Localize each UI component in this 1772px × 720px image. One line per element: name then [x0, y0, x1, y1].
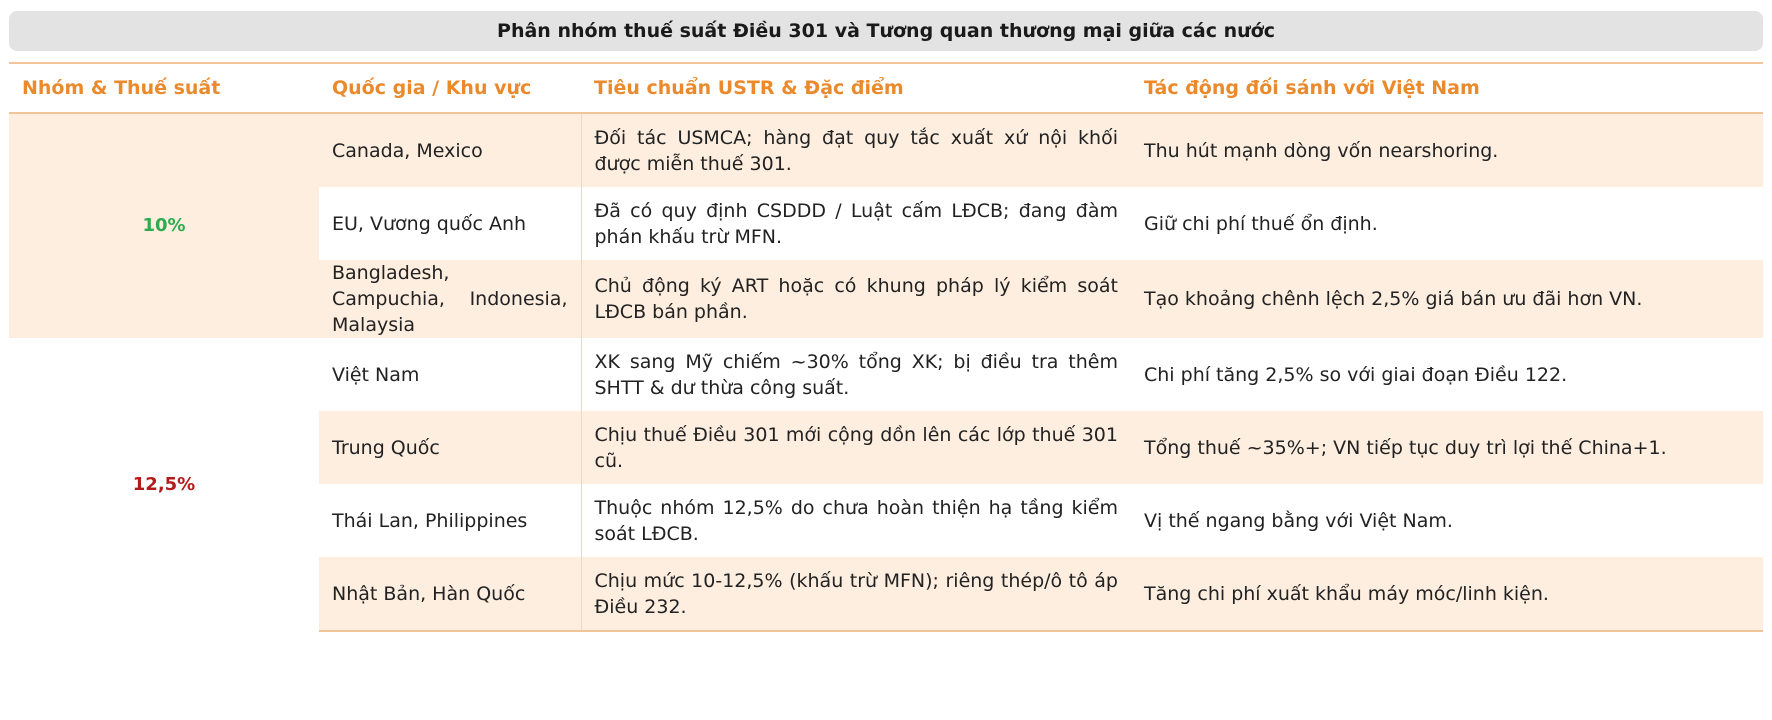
tariff-table [9, 62, 1763, 632]
table-row [9, 113, 1763, 187]
standard-cell: Chịu thuế Điều 301 mới cộng dồn lên các lớp thuế 301 cũ. [581, 411, 1131, 484]
impact-cell: Vị thế ngang bằng với Việt Nam. [1131, 484, 1763, 557]
standard-cell: Đối tác USMCA; hàng đạt quy tắc xuất xứ nội khối được miễn thuế 301. [581, 113, 1131, 187]
country-cell: Bangladesh, Campuchia, Indonesia, Malaysia [319, 260, 581, 338]
table-title: Phân nhóm thuế suất Điều 301 và Tương quan thương mại giữa các nước [9, 11, 1763, 51]
rate-cell-12-5 [9, 338, 319, 631]
standard-cell: XK sang Mỹ chiếm ~30% tổng XK; bị điều tra thêm SHTT & dư thừa công suất. [581, 338, 1131, 411]
tariff-table-grid [9, 62, 1763, 632]
rate-label: 10% [142, 215, 186, 236]
country-cell: Nhật Bản, Hàn Quốc [319, 557, 581, 631]
rate-cell-10 [9, 113, 319, 338]
standard-cell: Chủ động ký ART hoặc có khung pháp lý kiểm soát LĐCB bán phần. [581, 260, 1131, 338]
country-cell: EU, Vương quốc Anh [319, 187, 581, 260]
header-country: Quốc gia / Khu vực [332, 77, 532, 99]
country-cell: Thái Lan, Philippines [319, 484, 581, 557]
standard-cell: Chịu mức 10-12,5% (khấu trừ MFN); riêng thép/ô tô áp Điều 232. [581, 557, 1131, 631]
impact-cell: Tổng thuế ~35%+; VN tiếp tục duy trì lợi thế China+1. [1131, 411, 1763, 484]
country-cell: Việt Nam [319, 338, 581, 411]
country-cell: Canada, Mexico [319, 113, 581, 187]
country-cell: Trung Quốc [319, 411, 581, 484]
impact-cell: Chi phí tăng 2,5% so với giai đoạn Điều 122. [1131, 338, 1763, 411]
impact-cell: Giữ chi phí thuế ổn định. [1131, 187, 1763, 260]
impact-cell: Tăng chi phí xuất khẩu máy móc/linh kiện. [1131, 557, 1763, 631]
header-impact: Tác động đối sánh với Việt Nam [1144, 77, 1480, 99]
header-group-rate: Nhóm & Thuế suất [22, 77, 221, 99]
header-row [9, 63, 1763, 113]
standard-cell: Thuộc nhóm 12,5% do chưa hoàn thiện hạ tầng kiểm soát LĐCB. [581, 484, 1131, 557]
table-row [9, 338, 1763, 411]
header-standard: Tiêu chuẩn USTR & Đặc điểm [594, 77, 904, 99]
impact-cell: Thu hút mạnh dòng vốn nearshoring. [1131, 113, 1763, 187]
standard-cell: Đã có quy định CSDDD / Luật cấm LĐCB; đang đàm phán khấu trừ MFN. [581, 187, 1131, 260]
rate-label: 12,5% [132, 473, 196, 495]
impact-cell: Tạo khoảng chênh lệch 2,5% giá bán ưu đãi hơn VN. [1131, 260, 1763, 338]
